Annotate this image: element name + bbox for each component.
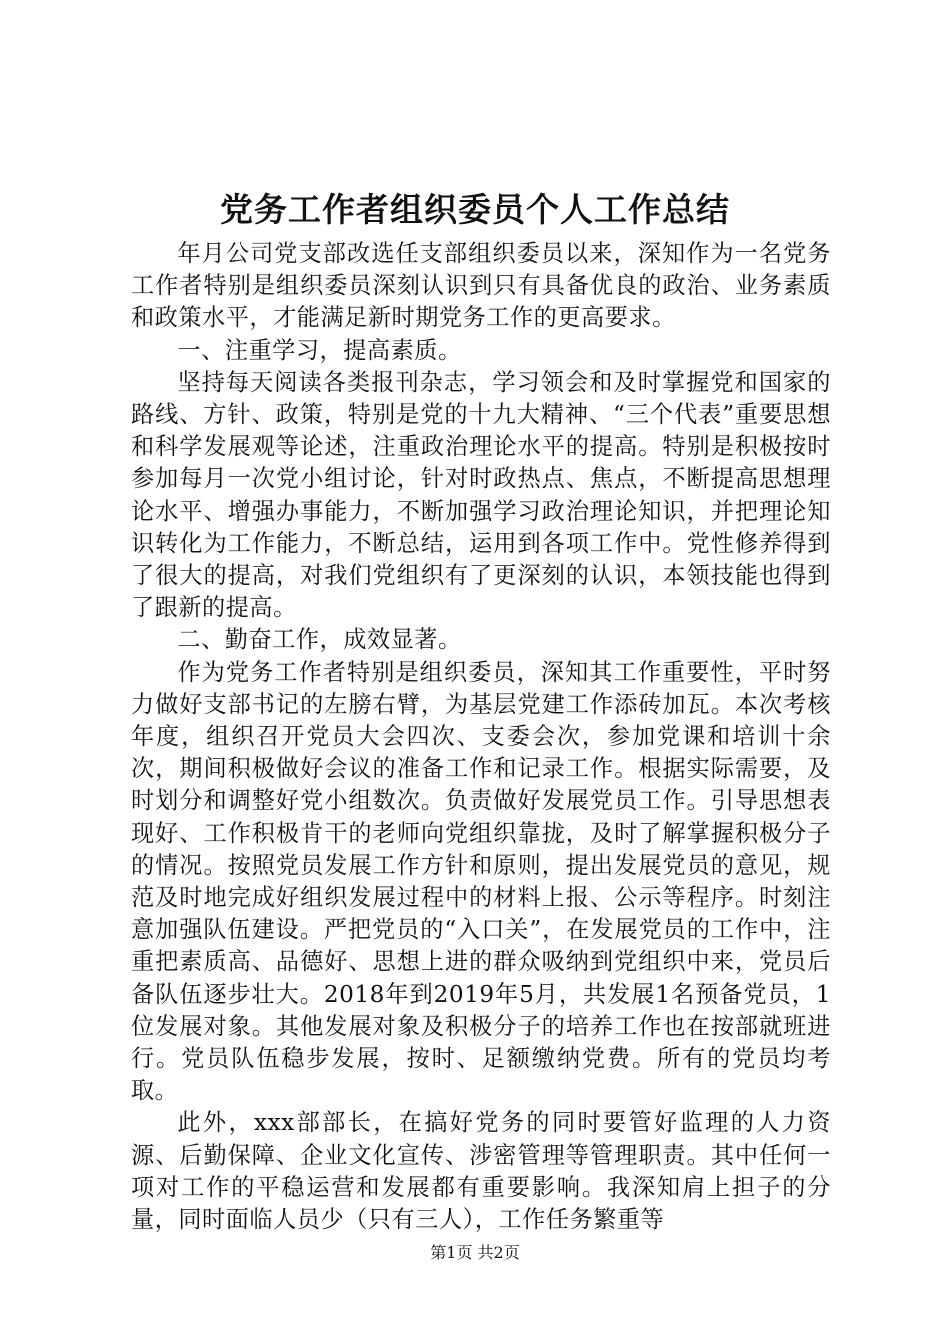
section-heading-2: 二、勤奋工作，成效显著。 (177, 626, 462, 654)
paragraph-study: 坚持每天阅读各类报刊杂志，学习领会和及时掌握党和国家的路线、方针、政策，特别是党的十九大精神、“三个代表”重要思想和科学发展观等论述，注重政治理论水平的提高。特别是积极按时参加每月一次党小组讨论，针对时政热点、焦点，不断提高思想理论水平、增强办事能力，不断加强学习政治理论知识，并把理论知识转化为工作能力，不断总结，运用到各项工作中。党性修养得到了很大的提高，对我们党组织有了更深刻的认识，本领技能也得到了跟新的提高。 (131, 368, 831, 622)
page-number: 第1页 共2页 (430, 1243, 520, 1262)
section-heading-1: 一、注重学习，提高素质。 (177, 336, 462, 364)
paragraph-work: 作为党务工作者特别是组织委员，深知其工作重要性，平时努力做好支部书记的左膀右臂，为基层党建工作添砖加瓦。本次考核年度，组织召开党员大会四次、支委会次，参加党课和培训十余次，期间积极做好会议的准备工作和记录工作。根据实际需要，及时划分和调整好党小组数次。负责做好发展党员工作。引导思想表现好、工作积极肯干的老师向党组织靠拢，及时了解掌握积极分子的情况。按照党员发展工作方针和原则，提出发展党员的意见，规范及时地完成好组织发展过程中的材料上报、公示等程序。时刻注意加强队伍建设。严把党员的“入口关”，在发展党员的工作中，注重把素质高、品德好、思想上进的群众吸纳到党组织中来，党员后备队伍逐步壮大。2018年到2019年5月，共发展1名预备党员，1位发展对象。其他发展对象及积极分子的培养工作也在按部就班进行。党员队伍稳步发展，按时、足额缴纳党费。所有的党员均考取。 (131, 658, 831, 1105)
document-body (131, 238, 831, 1236)
paragraph-additional: 此外，xxx部部长，在搞好党务的同时要管好监理的人力资源、后勤保障、企业文化宣传、涉密管理等管理职责。其中任何一项对工作的平稳运营和发展都有重要影响。我深知肩上担子的分量，同时面临人员少（只有三人），工作任务繁重等 (131, 1109, 831, 1234)
document-title: 党务工作者组织委员个人工作总结 (220, 190, 730, 229)
paragraph-intro: 年月公司党支部改选任支部组织委员以来，深知作为一名党务工作者特别是组织委员深刻认识到只有具备优良的政治、业务素质和政策水平，才能满足新时期党务工作的更高要求。 (131, 240, 831, 332)
